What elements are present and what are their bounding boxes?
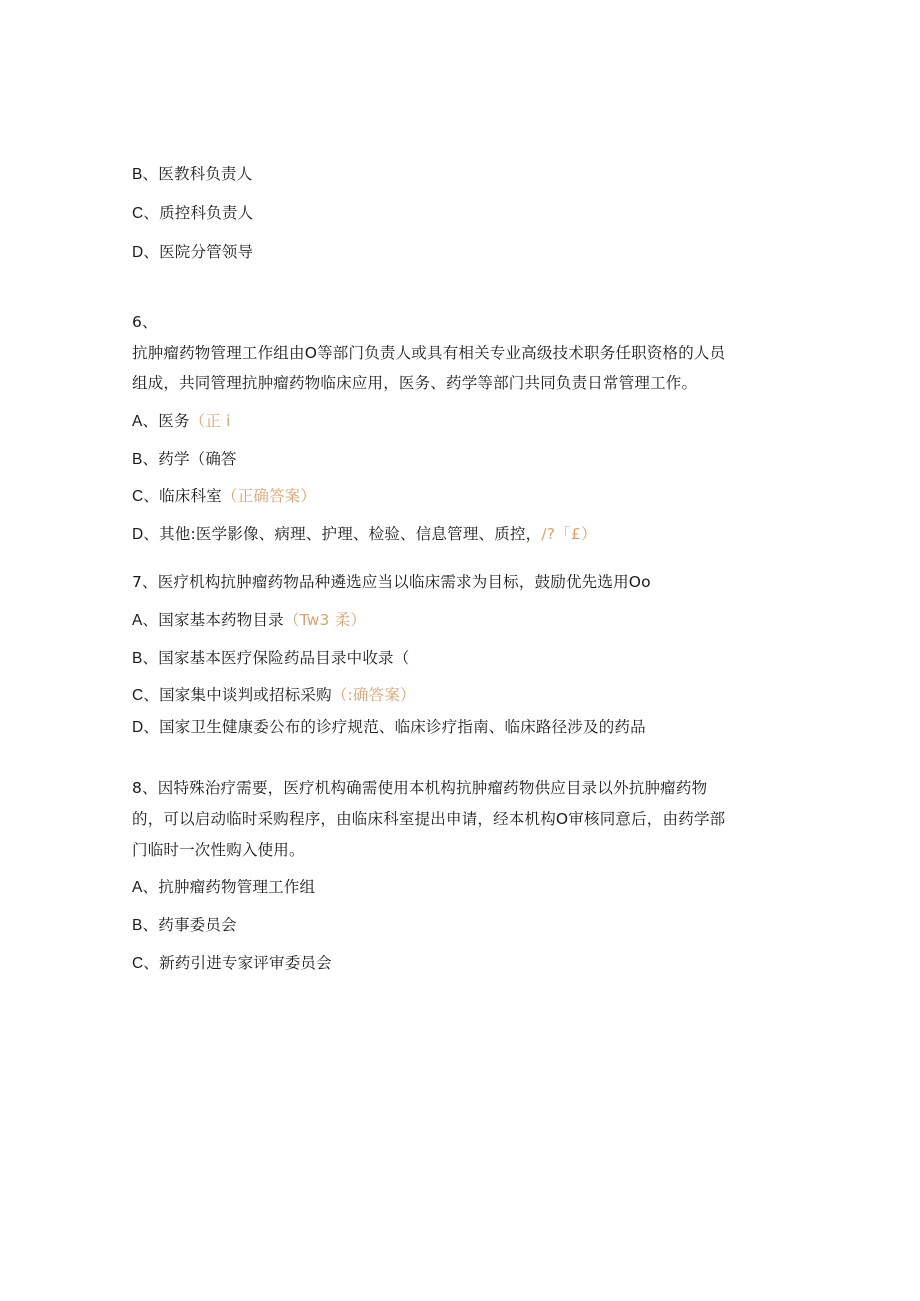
q8-stem-line3: 门临时一次性购入使用。 xyxy=(132,841,305,859)
q6-number: 6、 xyxy=(132,313,158,331)
q6-option-d: D、其他:医学影像、病理、护理、检验、信息管理、质控，/?「£） xyxy=(132,525,597,543)
q5-option-b: B、医教科负责人 xyxy=(132,165,253,183)
q7-option-a: A、国家基本药物目录（Tw3 柔） xyxy=(132,611,367,629)
q6-option-b: B、药学（确答 xyxy=(132,450,237,468)
q6-stem-line1: 抗肿瘤药物管理工作组由O等部门负责人或具有相关专业高级技术职务任职资格的人员 xyxy=(132,344,726,362)
q7-option-c: C、国家集中谈判或招标采购（:确答案） xyxy=(132,686,416,704)
answer-mark: （Tw3 柔） xyxy=(283,611,367,629)
q7-stem: 7、医疗机构抗肿瘤药物品种遴选应当以临床需求为目标，鼓励优先选用Oo xyxy=(132,573,651,591)
q6-option-c: C、临床科室（正确答案） xyxy=(132,487,317,505)
q7-option-b: B、国家基本医疗保险药品目录中收录（ xyxy=(132,649,410,667)
answer-mark: （正 i xyxy=(189,412,231,430)
answer-mark: /?「£） xyxy=(541,525,597,543)
q8-option-a: A、抗肿瘤药物管理工作组 xyxy=(132,878,316,896)
q6-option-a: A、医务（正 i xyxy=(132,412,231,430)
answer-mark: （正确答案） xyxy=(221,487,317,505)
q8-stem-line2: 的，可以启动临时采购程序，由临床科室提出申请，经本机构O审核同意后，由药学部 xyxy=(132,810,726,828)
q5-option-d: D、医院分管领导 xyxy=(132,243,254,261)
q8-option-b: B、药事委员会 xyxy=(132,916,237,934)
q6-stem-line2: 组成，共同管理抗肿瘤药物临床应用，医务、药学等部门共同负责日常管理工作。 xyxy=(132,374,698,392)
q5-option-c: C、质控科负责人 xyxy=(132,204,254,222)
q8-stem-line1: 8、因特殊治疗需要，医疗机构确需使用本机构抗肿瘤药物供应目录以外抗肿瘤药物 xyxy=(132,779,708,797)
answer-mark: （:确答案） xyxy=(331,686,416,704)
q7-option-d: D、国家卫生健康委公布的诊疗规范、临床诊疗指南、临床路径涉及的药品 xyxy=(132,718,646,736)
q8-option-c: C、新药引进专家评审委员会 xyxy=(132,954,332,972)
